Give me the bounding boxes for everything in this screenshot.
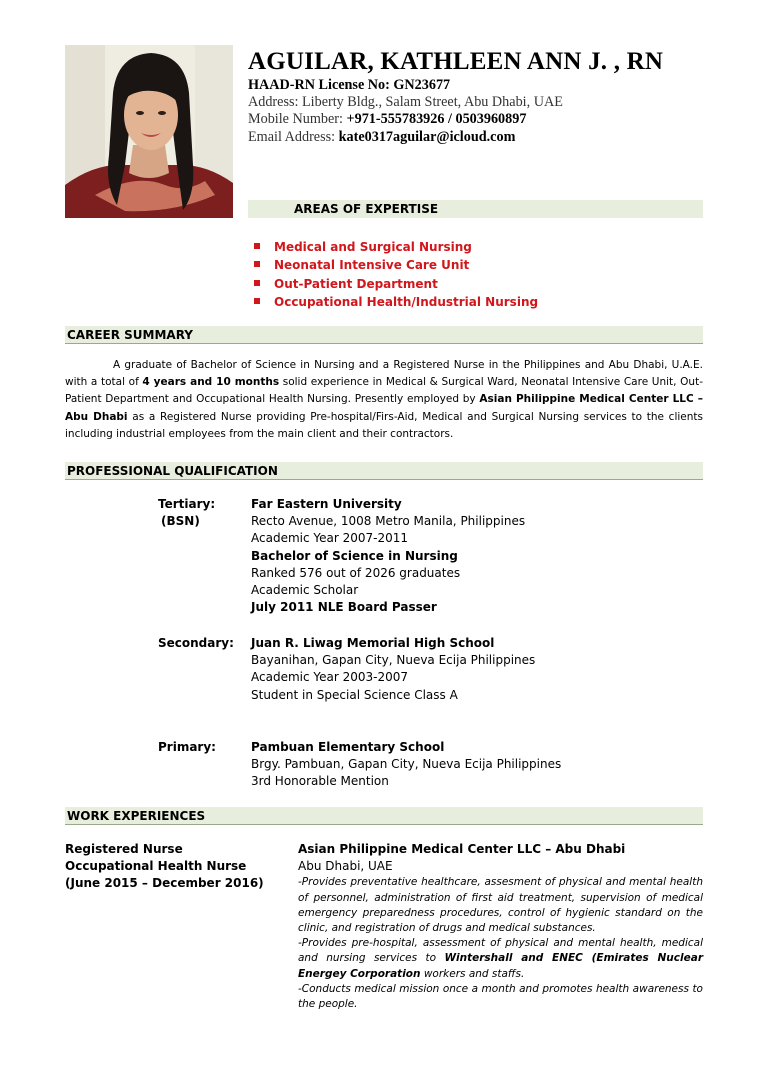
- duty-item: -Conducts medical mission once a month and promotes health awareness to the people.: [298, 982, 703, 1011]
- employer-location: Abu Dhabi, UAE: [298, 859, 393, 874]
- secondary-details: [251, 635, 681, 704]
- employer-name: Asian Philippine Medical Center LLC – Abu Dhabi: [298, 842, 626, 856]
- work-heading: WORK EXPERIENCES: [65, 807, 703, 825]
- tertiary-degree: Bachelor of Science in Nursing: [251, 548, 458, 563]
- email-value: kate0317aguilar@icloud.com: [338, 128, 516, 145]
- address-line: [248, 94, 718, 111]
- tertiary-label: Tertiary:: [158, 497, 216, 511]
- expertise-list: [254, 238, 538, 311]
- bullet-square-icon: [254, 280, 260, 286]
- address-label: Address:: [248, 94, 299, 110]
- profile-photo: [65, 45, 233, 218]
- expertise-item: Neonatal Intensive Care Unit: [274, 258, 470, 273]
- list-item: [254, 256, 538, 274]
- primary-address: Brgy. Pambuan, Gapan City, Nueva Ecija Philippines: [251, 757, 562, 772]
- secondary-note: Student in Special Science Class A: [251, 687, 458, 702]
- tertiary-board: July 2011 NLE Board Passer: [251, 600, 437, 615]
- mobile-line: [248, 111, 718, 128]
- primary-label: Primary:: [158, 740, 216, 754]
- duties-list: [298, 875, 703, 1012]
- duty-text-part: workers and staffs.: [420, 967, 525, 980]
- secondary-year: Academic Year 2003-2007: [251, 670, 409, 685]
- summary-employer: Asian Philippine Medical Center LLC – Abu Dhabi: [65, 393, 703, 423]
- bullet-square-icon: [254, 243, 260, 249]
- duty-item: [298, 936, 703, 982]
- secondary-label: Secondary:: [158, 636, 234, 650]
- tertiary-honor: Academic Scholar: [251, 583, 359, 598]
- primary-details: [251, 739, 681, 791]
- tertiary-school: Far Eastern University: [251, 497, 402, 511]
- expertise-item: Medical and Surgical Nursing: [274, 240, 472, 254]
- career-summary-heading: CAREER SUMMARY: [65, 326, 703, 344]
- bullet-square-icon: [254, 261, 260, 267]
- secondary-school: Juan R. Liwag Memorial High School: [251, 636, 495, 650]
- resume-header: [248, 47, 718, 146]
- bullet-square-icon: [254, 298, 260, 304]
- primary-honor: 3rd Honorable Mention: [251, 774, 389, 789]
- candidate-name: AGUILAR, KATHLEEN ANN J. , RN: [248, 48, 664, 75]
- summary-text-part: as a Registered Nurse providing Pre-hospital/Firs-Aid, Medical and Surgical Nursing services to the clients including industrial employees from the main client and their contractors.: [65, 410, 703, 440]
- portrait-image: [65, 45, 233, 218]
- address-value: Liberty Bldg., Salam Street, Abu Dhabi, UAE: [302, 94, 563, 110]
- summary-text-part: solid experience in Medical & Surgical Ward, Neonatal Intensive Care Unit, Out-Patient Department and Occupational Health Nursing. Presently employed by: [65, 376, 703, 406]
- work-details: [298, 841, 703, 1012]
- work-position: [65, 841, 264, 893]
- career-summary-text: [65, 357, 703, 443]
- expertise-section-heading: AREAS OF EXPERTISE: [248, 200, 703, 218]
- duty-client-name: Wintershall and ENEC (Emirates Nuclear Energey Corporation: [298, 952, 703, 980]
- tertiary-address: Recto Avenue, 1008 Metro Manila, Philippines: [251, 514, 526, 529]
- duty-text-part: -Provides pre-hospital, assessment of physical and mental health, medical and nursing services to: [298, 937, 703, 965]
- summary-experience-duration: 4 years and 10 months: [142, 376, 280, 389]
- email-line: [248, 129, 718, 146]
- employment-period: (June 2015 – December 2016): [65, 876, 264, 891]
- tertiary-year: Academic Year 2007-2011: [251, 531, 409, 546]
- list-item: [254, 293, 538, 311]
- list-item: [254, 238, 538, 256]
- list-item: [254, 275, 538, 293]
- tertiary-sublabel: (BSN): [161, 514, 200, 528]
- license-number: HAAD-RN License No: GN23677: [248, 77, 451, 93]
- mobile-value: +971-555783926 / 0503960897: [346, 111, 527, 128]
- tertiary-rank: Ranked 576 out of 2026 graduates: [251, 565, 461, 580]
- expertise-item: Out-Patient Department: [274, 276, 438, 291]
- summary-text-part: A graduate of Bachelor of Science in Nursing and a Registered Nurse in the Philippines and Abu Dhabi, U.A.E. with a total of: [65, 359, 703, 389]
- email-label: Email Address:: [248, 128, 336, 145]
- duty-item: -Provides preventative healthcare, assesment of physical and mental health of personnel, administration of first aid treatment, supervision of medical emergency preparedness procedures, control of hygienic standard on the clinic, and registration of drugs and medical substances.: [298, 876, 703, 935]
- tertiary-details: [251, 496, 681, 616]
- position-title: Occupational Health Nurse: [65, 859, 247, 874]
- secondary-address: Bayanihan, Gapan City, Nueva Ecija Philippines: [251, 653, 536, 668]
- position-title: Registered Nurse: [65, 842, 183, 856]
- expertise-item: Occupational Health/Industrial Nursing: [274, 294, 539, 309]
- mobile-label: Mobile Number:: [248, 111, 343, 128]
- qualification-heading: PROFESSIONAL QUALIFICATION: [65, 462, 703, 480]
- primary-school: Pambuan Elementary School: [251, 740, 445, 754]
